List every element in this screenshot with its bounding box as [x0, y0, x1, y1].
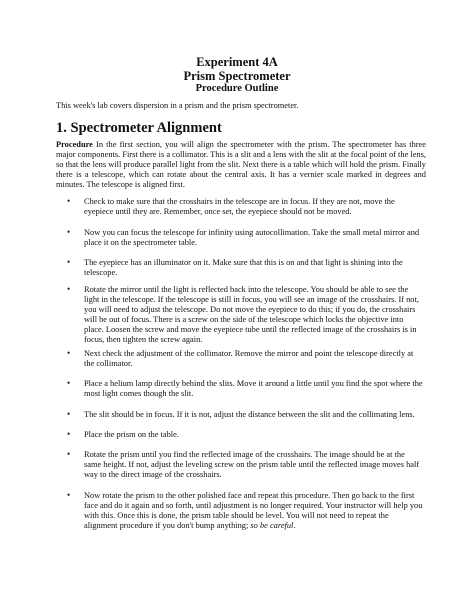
list-item-text: The eyepiece has an illuminator on it. Make sure that this is on and that light is shining into the telescope.: [84, 258, 403, 277]
list-item: [67, 429, 424, 440]
bullet-marker: •: [67, 284, 71, 294]
list-item: [67, 348, 424, 369]
procedure-label: Procedure: [56, 140, 93, 149]
bullet-marker: •: [67, 257, 71, 267]
list-item-end: .: [293, 520, 296, 530]
bullet-marker: •: [67, 196, 71, 206]
intro-text: This week's lab covers dispersion in a prism and the prism spectrometer.: [56, 101, 299, 110]
list-item: [67, 196, 424, 217]
list-item-text: Check to make sure that the crosshairs in the telescope are in focus. If they are not, move the eyepiece until they are. Remember, once set, the eyepiece should not be moved.: [84, 197, 395, 216]
list-item-text: Next check the adjustment of the collimator. Remove the mirror and point the telescope directly at the collimator.: [84, 349, 414, 368]
list-item-text: The slit should be in focus. If it is not, adjust the distance between the slit and the collimating lens.: [84, 410, 415, 419]
list-item: [67, 490, 424, 531]
list-item-text: Now you can focus the telescope for infinity using autocollimation. Take the small metal mirror and place it on the spectrometer table.: [84, 228, 420, 247]
procedure-outline-label: Procedure Outline: [195, 83, 279, 94]
list-item: [67, 257, 424, 278]
bullet-marker: •: [67, 348, 71, 358]
list-item: [67, 284, 424, 344]
bullet-marker: •: [67, 490, 71, 500]
list-item-text: Now rotate the prism to the other polished face and repeat this procedure. Then go back to the first face and do it again and so forth, until adjustment is no longer required. Your instructor will help you with this. Once this is done, the prism table should be level. You will not need to repeat the alignment procedure if you don't bump anything;: [84, 491, 423, 530]
section-heading: 1. Spectrometer Alignment: [56, 120, 222, 136]
list-item: [67, 378, 424, 399]
list-item-text: Rotate the prism until you find the reflected image of the crosshairs. The image should be at the same height. If not, adjust the leveling screw on the prism table until the reflected image moves half way to the direct image of the crosshairs.: [84, 450, 420, 479]
experiment-title: Experiment 4A: [196, 55, 278, 69]
bullet-marker: •: [67, 227, 71, 237]
bullet-marker: •: [67, 378, 71, 388]
list-item: [67, 409, 424, 420]
bullet-marker: •: [67, 429, 71, 439]
emphasis-text: so be careful: [250, 520, 294, 530]
list-item-text: Place the prism on the table.: [84, 430, 179, 439]
list-item: [67, 449, 424, 480]
list-item: [67, 227, 424, 248]
procedure-body: In the first section, you will align the spectrometer with the prism. The spectrometer has three major components. First there is a collimator. This is a slit and a lens with the slit at the focal point of the lens, so that the lens will produce parallel light from the slit. Next there is a table which will hold the prism. Finally there is a telescope, which can rotate about the central axis. It has a vernier scale marked in degrees and minutes. The telescope is aligned first.: [56, 140, 426, 189]
experiment-subtitle: Prism Spectrometer: [183, 69, 291, 83]
bullet-marker: •: [67, 409, 71, 419]
bullet-marker: •: [67, 449, 71, 459]
list-item-text: Place a helium lamp directly behind the slits. Move it around a little until you find the spot where the most light comes though the slit.: [84, 379, 423, 398]
list-item-text: Rotate the mirror until the light is reflected back into the telescope. You should be able to see the light in the telescope. If the telescope is still in focus, you will see an image of the crosshairs. If not, you will need to adjust the telescope. Do not move the eyepiece to do this; if you do, the crosshairs will be out of focus. There is a screw on the side of the telescope which locks the objective into place. Loosen the screw and move the eyepiece tube until the reflected image of the crosshairs is in focus, then tighten the screw again.: [84, 285, 419, 344]
